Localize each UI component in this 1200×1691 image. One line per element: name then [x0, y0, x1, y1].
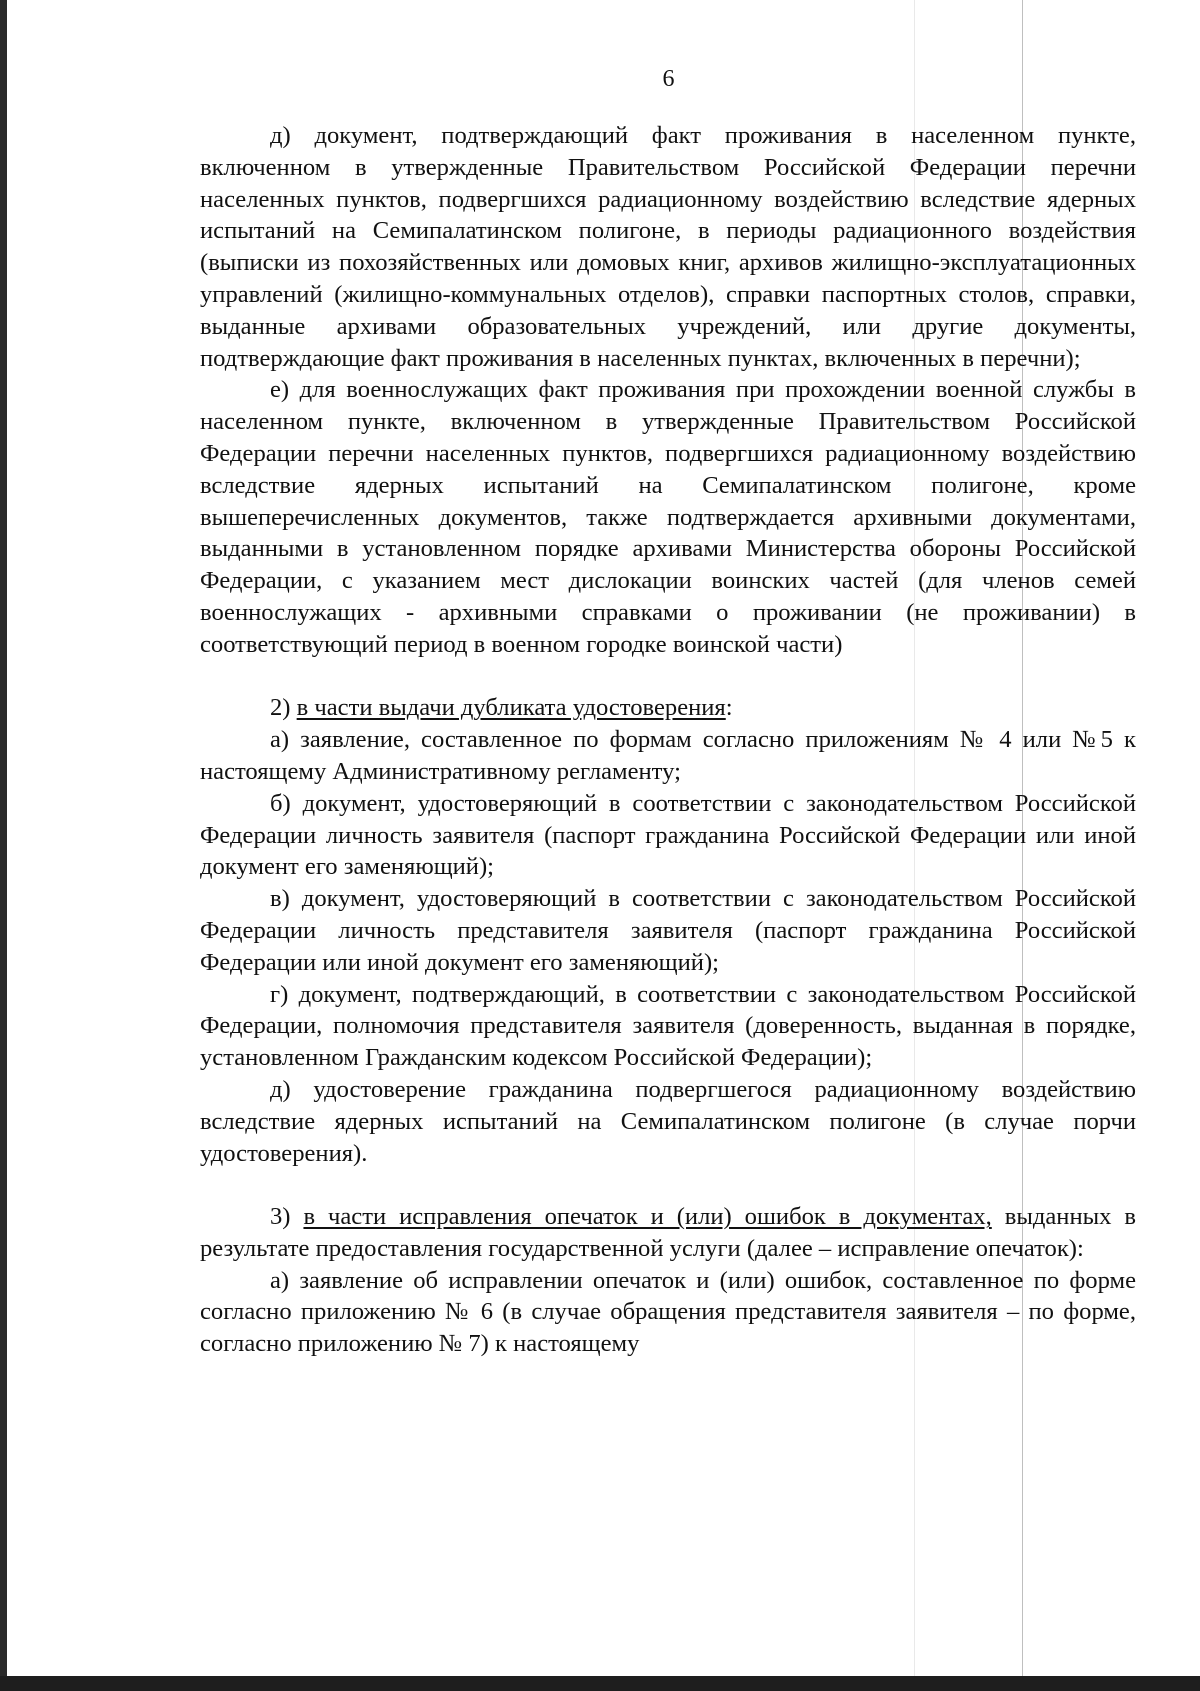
- paragraph-a-application: а) заявление, составленное по формам согласно приложениям № 4 или №5 к настоящему Административному регламенту;: [200, 726, 1136, 785]
- paragraph-d-residence-document: д) документ, подтверждающий факт проживания в населенном пункте, включенном в утвержденные Правительством Российской Федерации перечни населенных пунктов, подвергшихся радиационному воздействию вследствие ядерных испытаний на Семипалатинском полигоне, в периоды радиационного воздействия (выписки из похозяйственных или домовых книг, архивов жилищно-эксплуатационных управлений (жилищно-коммунальных отделов), справки паспортных столов, справки, выданные архивами образовательных учреждений, или другие документы, подтверждающие факт проживания в населенных пунктах, включенных в перечни);: [200, 122, 1136, 372]
- paragraph-a-correction-application: а) заявление об исправлении опечаток и (или) ошибок, составленное по форме согласно приложению № 6 (в случае обращения представителя заявителя – по форме, согласно приложению № 7) к настоящему: [200, 1266, 1136, 1358]
- paragraph-b-identity-document: б) документ, удостоверяющий в соответствии с законодательством Российской Федерации личность заявителя (паспорт гражданина Российской Федерации или иной документ его заменяющий);: [200, 789, 1136, 881]
- paragraph-g-representative-authority: г) документ, подтверждающий, в соответствии с законодательством Российской Федерации, полномочия представителя заявителя (доверенность, выданная в порядке, установленном Гражданским кодексом Российской Федерации);: [200, 980, 1136, 1072]
- page-number: 6: [662, 66, 675, 92]
- scan-left-edge: [0, 0, 7, 1691]
- paragraph-e-military-residence: е) для военнослужащих факт проживания при прохождении военной службы в населенном пункте, включенном в утвержденные Правительством Российской Федерации перечни населенных пунктов, подвергшихся радиационному воздействию вследствие ядерных испытаний на Семипалатинском полигоне, кроме вышеперечисленных документов, также подтверждается архивными документами, выданными в установленном порядке архивами Министерства обороны Российской Федерации, с указанием мест дислокации воинских частей (для членов семей военнослужащих - архивными справками о проживании (не проживании) в соответствующий период в военном городке воинской части): [200, 376, 1136, 658]
- paragraph-d-certificate: д) удостоверение гражданина подвергшегося радиационному воздействию вследствие ядерных испытаний на Семипалатинском полигоне (в случае порчи удостоверения).: [200, 1075, 1136, 1167]
- document-body: [200, 120, 1136, 1360]
- section-number: 2): [270, 694, 297, 722]
- section-title-underlined: в части выдачи дубликата удостоверения: [296, 694, 726, 722]
- section-number: 3): [270, 1203, 304, 1231]
- section-title-underlined: в части исправления опечаток и (или) ошибок в документах,: [303, 1203, 992, 1231]
- section-3-heading: [200, 1201, 1136, 1265]
- section-title-tail: выданных в результате предоставления государственной услуги (далее – исправление опечаток):: [200, 1203, 1137, 1262]
- paragraph-v-representative-identity: в) документ, удостоверяющий в соответствии с законодательством Российской Федерации личность представителя заявителя (паспорт гражданина Российской Федерации или иной документ его заменяющий);: [200, 885, 1136, 976]
- section-2-heading: [200, 692, 1136, 724]
- section-title-tail: :: [725, 694, 733, 722]
- scan-bottom-edge: [0, 1676, 1200, 1691]
